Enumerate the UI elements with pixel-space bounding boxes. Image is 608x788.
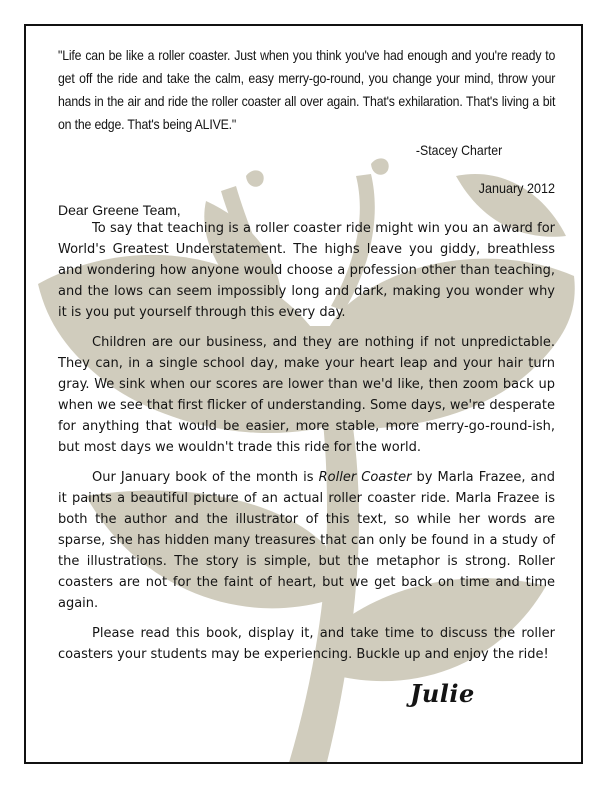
paragraph-3-rest: by Marla Frazee, and it paints a beautiful picture of an actual roller coaster ride. Marla Frazee is both the author and the illustrator of this text, so while her words are sparse, she has hidden many treasures that can only be found in a study of the illustrations. The story is simple, but the metaphor is strong. Roller coasters are not for the faint of heart, but we get back on time and time again.	[58, 470, 555, 611]
paragraph-4: Please read this book, display it, and take time to discuss the roller coasters your students may be experiencing. Buckle up and enjoy the ride!	[58, 626, 555, 662]
paragraph-3	[58, 467, 555, 614]
page-frame	[24, 24, 583, 764]
quote-attribution: -Stacey Charter	[415, 142, 503, 158]
salutation: Dear Greene Team,	[58, 202, 181, 218]
letter-date: January 2012	[478, 180, 555, 196]
paragraph-3-intro: Our January book of the month is	[92, 470, 319, 485]
paragraph-1: To say that teaching is a roller coaster ride might win you an award for World's Greatest Understatement. The highs leave you giddy, breathless and wondering how anyone would choose a profession other than teaching, and the lows can seem impossibly long and dark, making you wonder why it is you put yourself through this every day.	[58, 221, 555, 320]
letter-body	[58, 218, 555, 665]
signature: Julie	[410, 679, 475, 708]
book-title: Roller Coaster	[318, 470, 412, 485]
opening-quote: "Life can be like a roller coaster. Just when you think you've had enough and you're ready to get off the ride and take the calm, easy merry-go-round, you change your mind, throw your hands in the air and ride the roller coaster all over again. That's exhilaration. That's living a bit on the edge. That's being ALIVE."	[58, 47, 556, 132]
letter-content	[58, 44, 555, 708]
paragraph-2: Children are our business, and they are nothing if not unpredictable. They can, in a single school day, make your heart leap and your hair turn gray. We sink when our scores are lower than we'd like, then zoom back up when we see that first flicker of understanding. Some days, we're desperate for anything that would be easier, more stable, more merry-go-round-ish, but most days we wouldn't trade this ride for the world.	[58, 335, 555, 455]
